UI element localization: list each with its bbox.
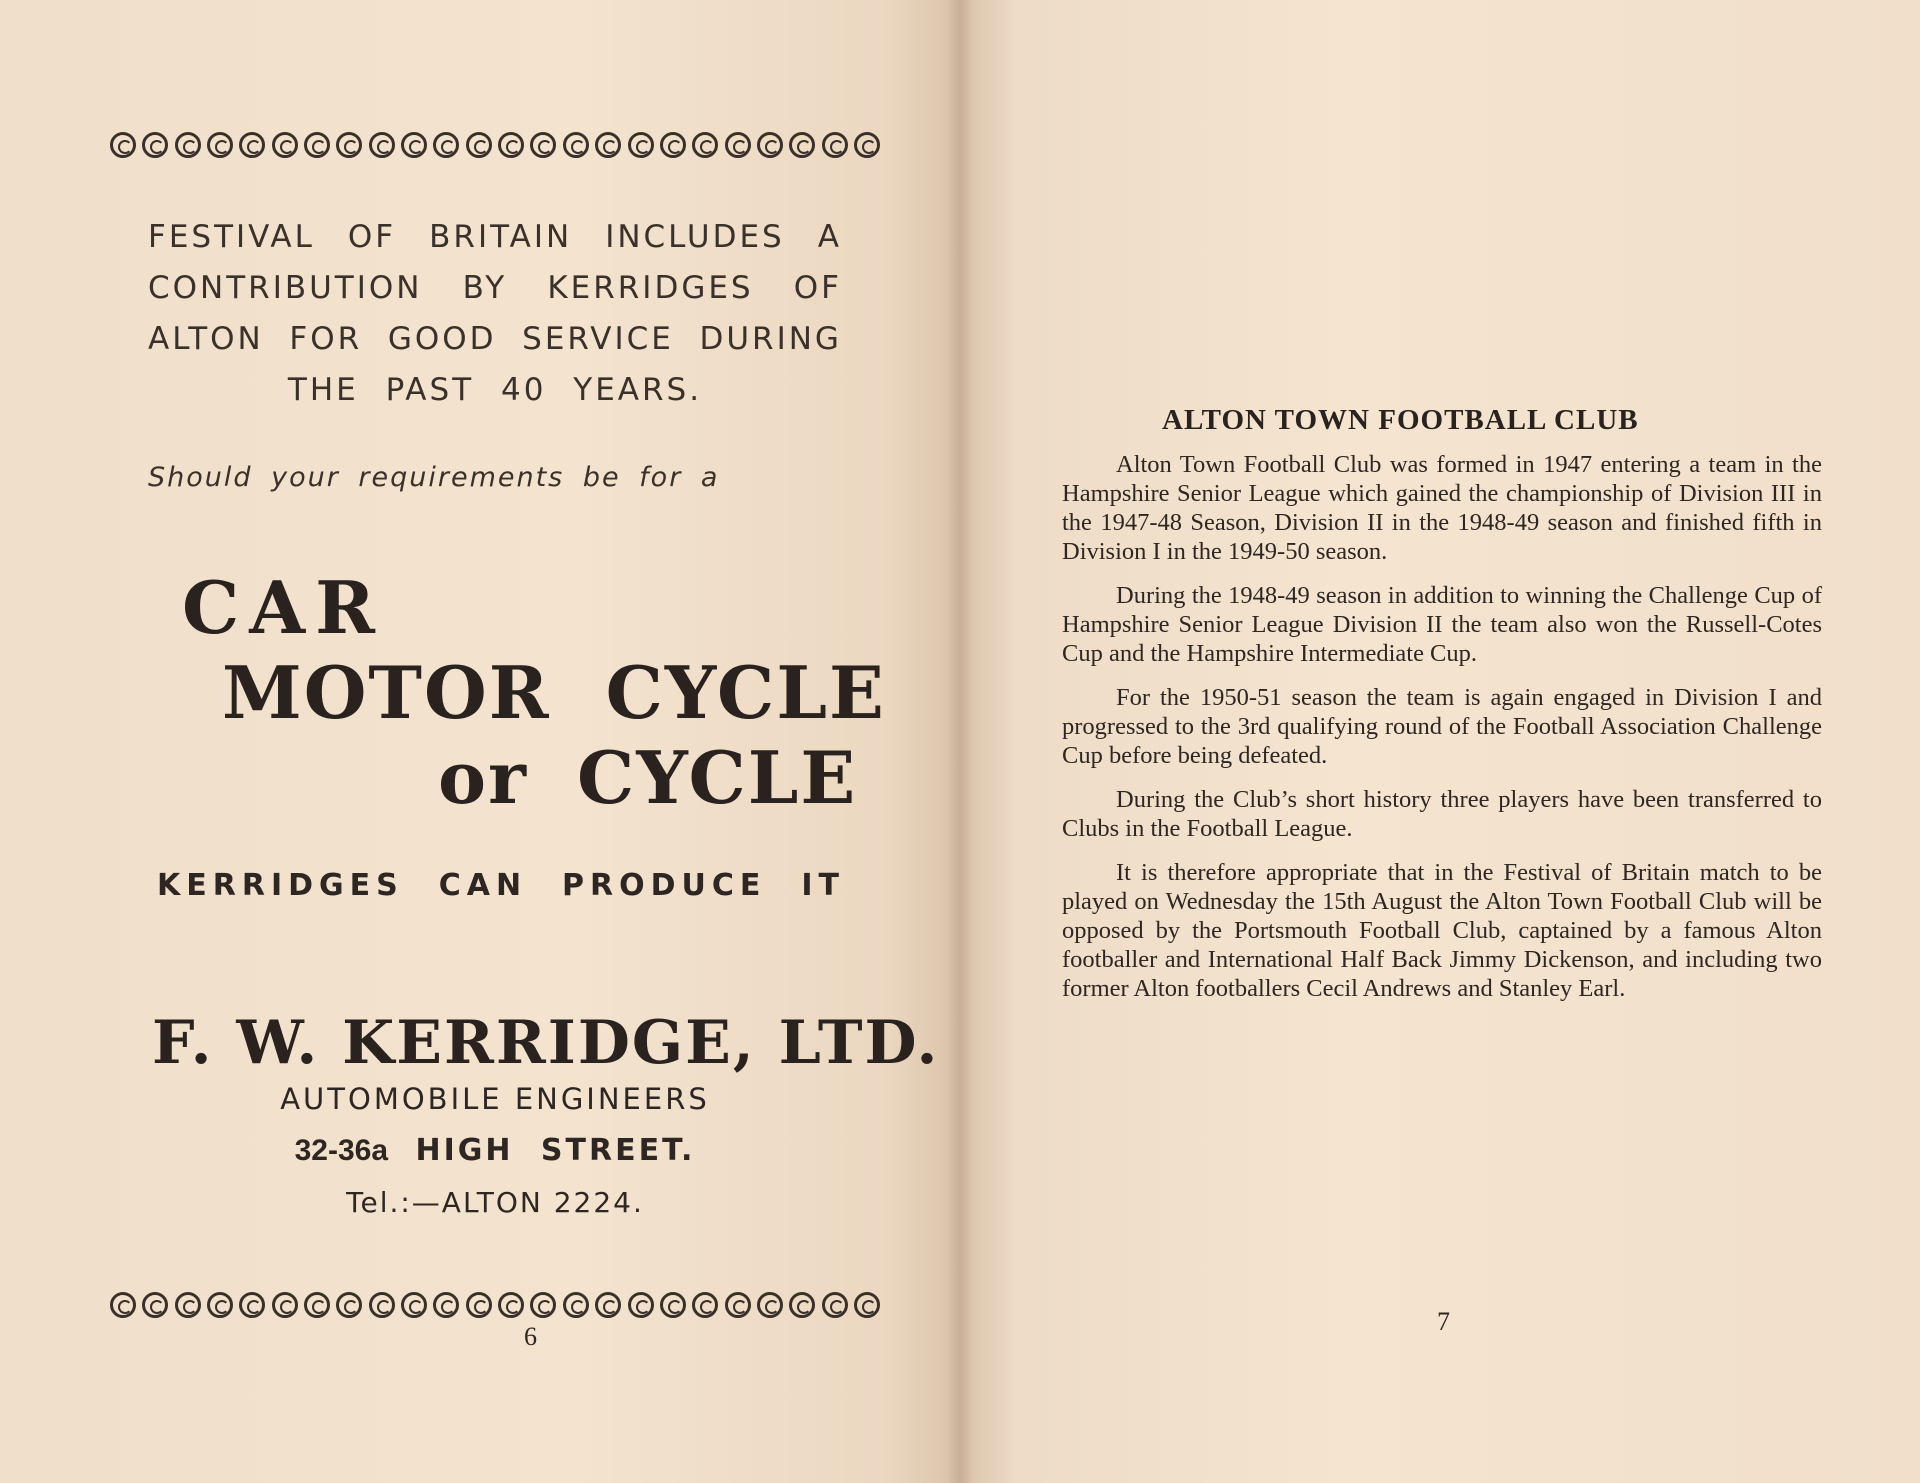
article-paragraph: It is therefore appropriate that in the Festival of Britain match to be played on Wednesday the 15th August the Alton Town Football Club will be opposed by the Portsmouth Football Club, captained by a famous Alton footballer and International Half Back Jimmy Dickenson, and including two former Alton footballers Cecil Andrews and Stanley Earl.: [1062, 859, 1822, 1002]
ornament-swirl-icon: [142, 132, 168, 158]
festival-word: OF: [793, 270, 842, 306]
festival-word: A: [817, 219, 842, 255]
ornament-swirl-icon: [692, 1292, 718, 1318]
festival-word: CONTRIBUTION: [148, 270, 423, 306]
festival-word: SERVICE: [522, 321, 674, 357]
festival-word: BY: [462, 270, 508, 306]
ornament-swirl-icon: [207, 1292, 233, 1318]
festival-notice: [148, 212, 842, 416]
festival-line-3: [148, 314, 842, 365]
headline-motor-cycle: MOTOR CYCLE: [222, 650, 886, 735]
produce-word: KERRIDGES: [157, 868, 404, 903]
produce-word: IT: [801, 868, 845, 903]
ornament-swirl-icon: [498, 132, 524, 158]
ornament-swirl-icon: [628, 1292, 654, 1318]
ornament-swirl-icon: [660, 1292, 686, 1318]
festival-word: THE PAST 40 YEARS.: [287, 372, 703, 408]
headline-car: CAR: [182, 565, 386, 650]
ornament-swirl-icon: [336, 1292, 362, 1318]
ornament-swirl-icon: [498, 1292, 524, 1318]
produce-word: PRODUCE: [562, 868, 767, 903]
ornament-swirl-icon: [401, 132, 427, 158]
ornament-swirl-icon: [725, 132, 751, 158]
ornament-swirl-icon: [304, 1292, 330, 1318]
article-paragraph: Alton Town Football Club was formed in 1947 entering a team in the Hampshire Senior League which gained the championship of Division III in the 1947-48 Season, Division II in the 1948-49 season and finished fifth in Division I in the 1949-50 season.: [1062, 451, 1822, 565]
festival-line-1: [148, 212, 842, 263]
page-number-left: 6: [524, 1322, 537, 1351]
ornament-swirl-icon: [336, 132, 362, 158]
ornament-swirl-icon: [563, 1292, 589, 1318]
ornament-swirl-icon: [530, 132, 556, 158]
festival-word: INCLUDES: [605, 219, 785, 255]
ornament-swirl-icon: [822, 1292, 848, 1318]
ornament-swirl-icon: [660, 132, 686, 158]
ornament-swirl-icon: [433, 1292, 459, 1318]
street-name: HIGH STREET.: [415, 1133, 696, 1168]
ornamental-border-top: [110, 126, 880, 164]
page-number-right: 7: [1437, 1307, 1450, 1336]
ornament-swirl-icon: [789, 132, 815, 158]
ornament-swirl-icon: [789, 1292, 815, 1318]
ornament-swirl-icon: [110, 1292, 136, 1318]
festival-word: ALTON: [148, 321, 264, 357]
ornament-swirl-icon: [692, 132, 718, 158]
ornament-swirl-icon: [757, 132, 783, 158]
ornamental-border-bottom: [110, 1286, 880, 1324]
festival-word: KERRIDGES: [547, 270, 754, 306]
ornament-swirl-icon: [369, 132, 395, 158]
requirements-tagline: Should your requirements be for a: [148, 462, 720, 493]
ornament-swirl-icon: [272, 1292, 298, 1318]
ornament-swirl-icon: [595, 132, 621, 158]
ornament-swirl-icon: [854, 132, 880, 158]
article-title: ALTON TOWN FOOTBALL CLUB: [1162, 404, 1639, 436]
street-number: 32-36a: [294, 1134, 389, 1167]
festival-word: GOOD: [387, 321, 497, 357]
ornament-swirl-icon: [433, 132, 459, 158]
ornament-swirl-icon: [563, 132, 589, 158]
festival-word: OF: [347, 219, 397, 255]
ornament-swirl-icon: [854, 1292, 880, 1318]
ornament-swirl-icon: [466, 132, 492, 158]
article-paragraph: For the 1950-51 season the team is again engaged in Division I and progressed to the 3rd qualifying round of the Football Association Challenge Cup before being defeated.: [1062, 684, 1822, 769]
book-gutter: [946, 0, 974, 1483]
festival-word: FOR: [289, 321, 363, 357]
company-telephone: Tel.:—ALTON 2224.: [346, 1186, 644, 1219]
festival-word: FESTIVAL: [148, 219, 315, 255]
ornament-swirl-icon: [175, 132, 201, 158]
ornament-swirl-icon: [628, 132, 654, 158]
festival-line-2: [148, 263, 842, 314]
company-name: F. W. KERRIDGE, LTD.: [152, 1008, 940, 1078]
ornament-swirl-icon: [304, 132, 330, 158]
ornament-swirl-icon: [110, 132, 136, 158]
company-trade: AUTOMOBILE ENGINEERS: [280, 1082, 710, 1116]
ornament-swirl-icon: [466, 1292, 492, 1318]
ornament-swirl-icon: [595, 1292, 621, 1318]
club-history-article: [1062, 450, 1822, 1018]
article-paragraph: During the Club’s short history three players have been transferred to Clubs in the Football League.: [1062, 786, 1822, 842]
ornament-swirl-icon: [239, 1292, 265, 1318]
festival-line-4: [148, 365, 842, 416]
ornament-swirl-icon: [725, 1292, 751, 1318]
article-paragraph: During the 1948-49 season in addition to winning the Challenge Cup of Hampshire Senior League Division II the team also won the Russell-Cotes Cup and the Hampshire Intermediate Cup.: [1062, 582, 1822, 667]
ornament-swirl-icon: [757, 1292, 783, 1318]
ornament-swirl-icon: [369, 1292, 395, 1318]
produce-word: CAN: [438, 868, 528, 903]
ornament-swirl-icon: [239, 132, 265, 158]
ornament-swirl-icon: [272, 132, 298, 158]
company-address: [150, 1133, 840, 1168]
ornament-swirl-icon: [530, 1292, 556, 1318]
ornament-swirl-icon: [207, 132, 233, 158]
kerridges-can-produce-it: [157, 868, 845, 903]
festival-word: DURING: [699, 321, 842, 357]
ornament-swirl-icon: [401, 1292, 427, 1318]
ornament-swirl-icon: [822, 132, 848, 158]
ornament-swirl-icon: [142, 1292, 168, 1318]
ornament-swirl-icon: [175, 1292, 201, 1318]
headline-or-cycle: or CYCLE: [438, 735, 858, 820]
festival-word: BRITAIN: [429, 219, 573, 255]
